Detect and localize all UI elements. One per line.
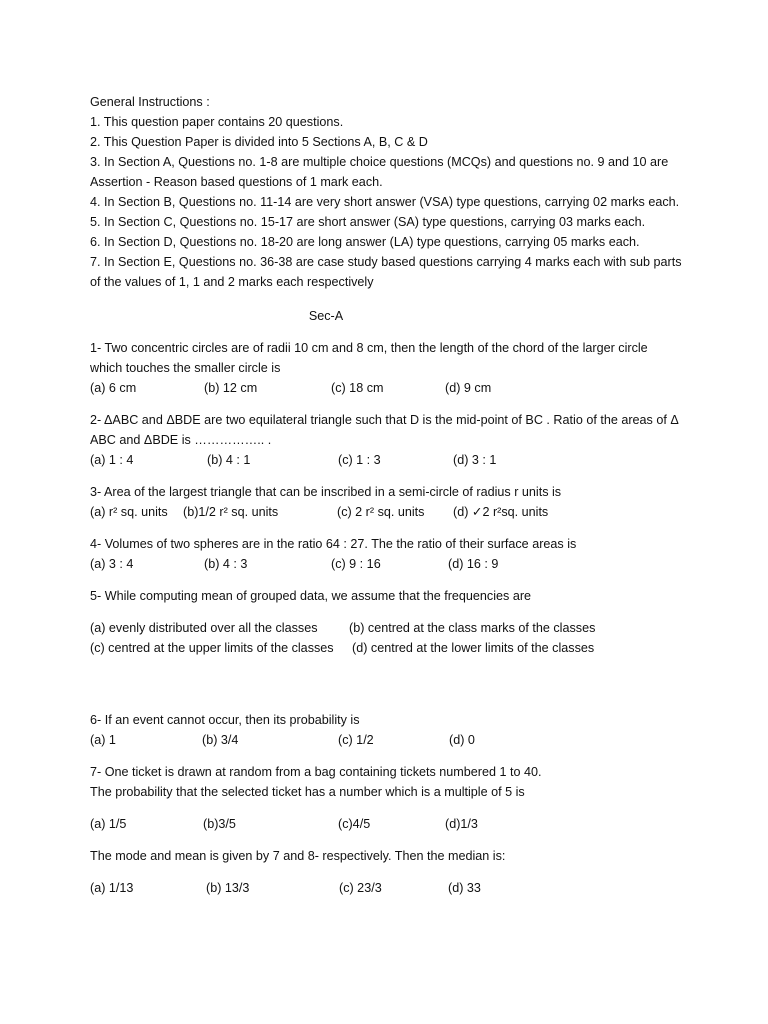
instruction-item: of the values of 1, 1 and 2 marks each respectively: [90, 275, 374, 289]
instruction-item: 5. In Section C, Questions no. 15-17 are short answer (SA) type questions, carrying 03 marks each.: [90, 215, 646, 229]
option-d: (d) 3 : 1: [453, 453, 497, 467]
option-c: (c) 2 r² sq. units: [337, 505, 425, 519]
option-a: (a) 3 : 4: [90, 557, 134, 571]
options-row: [90, 638, 690, 658]
question-6: [90, 710, 690, 750]
question-paper: [90, 92, 690, 898]
option-d: (d) centred at the lower limits of the classes: [352, 641, 595, 655]
question-3: [90, 482, 690, 522]
section-title: Sec-A: [308, 309, 344, 323]
option-d: (d) 33: [448, 881, 481, 895]
options-row: [90, 878, 690, 898]
spacer: [90, 658, 690, 698]
option-c: (c) 9 : 16: [331, 557, 381, 571]
options-row: [90, 730, 690, 750]
question-4: [90, 534, 690, 574]
instruction-item: 3. In Section A, Questions no. 1-8 are multiple choice questions (MCQs) and questions no. 9 and 10 are: [90, 155, 669, 169]
question-text: 2- ΔABC and ΔBDE are two equilateral triangle such that D is the mid-point of BC . Ratio of the areas of Δ: [90, 413, 679, 427]
question-1: [90, 338, 690, 398]
options-row: [90, 450, 690, 470]
question-text: which touches the smaller circle is: [90, 361, 281, 375]
question-text: 1- Two concentric circles are of radii 10 cm and 8 cm, then the length of the chord of the larger circle: [90, 341, 648, 355]
question-text: 4- Volumes of two spheres are in the ratio 64 : 27. The the ratio of their surface areas is: [90, 537, 577, 551]
question-text: 7- One ticket is drawn at random from a bag containing tickets numbered 1 to 40.: [90, 765, 542, 779]
option-c: (c) 1 : 3: [338, 453, 381, 467]
option-b: (b)3/5: [203, 817, 236, 831]
option-c: (c) centred at the upper limits of the classes: [90, 641, 334, 655]
question-2: [90, 410, 690, 470]
option-c: (c) 23/3: [339, 881, 382, 895]
options-row: [90, 814, 690, 834]
question-text: The mode and mean is given by 7 and 8- respectively. Then the median is:: [90, 849, 506, 863]
instruction-item: 7. In Section E, Questions no. 36-38 are case study based questions carrying 4 marks each with sub parts: [90, 255, 682, 269]
question-7: [90, 762, 690, 834]
question-text: 6- If an event cannot occur, then its probability is: [90, 713, 360, 727]
option-a: (a) 1 : 4: [90, 453, 134, 467]
option-b: (b) 3/4: [202, 733, 239, 747]
instruction-item: Assertion - Reason based questions of 1 mark each.: [90, 175, 383, 189]
option-a: (a) 1: [90, 733, 116, 747]
option-a: (a) evenly distributed over all the classes: [90, 621, 318, 635]
option-c: (c) 18 cm: [331, 381, 384, 395]
option-b: (b) 13/3: [206, 881, 250, 895]
option-d: (d) 16 : 9: [448, 557, 499, 571]
instruction-item: 1. This question paper contains 20 questions.: [90, 115, 344, 129]
option-b: (b) centred at the class marks of the classes: [349, 621, 596, 635]
option-b: (b) 12 cm: [204, 381, 258, 395]
instruction-item: 6. In Section D, Questions no. 18-20 are long answer (LA) type questions, carrying 05 marks each.: [90, 235, 640, 249]
option-d: (d) 9 cm: [445, 381, 492, 395]
question-8: [90, 846, 690, 898]
option-b: (b) 4 : 3: [204, 557, 248, 571]
question-text: 5- While computing mean of grouped data, we assume that the frequencies are: [90, 589, 532, 603]
option-b: (b) 4 : 1: [207, 453, 251, 467]
option-a: (a) 1/5: [90, 817, 127, 831]
option-d: (d) 0: [449, 733, 475, 747]
options-row: [90, 378, 690, 398]
question-text: 3- Area of the largest triangle that can be inscribed in a semi-circle of radius r units is: [90, 485, 562, 499]
instruction-item: 4. In Section B, Questions no. 11-14 are very short answer (VSA) type questions, carrying 02 marks each.: [90, 195, 680, 209]
option-a: (a) 6 cm: [90, 381, 137, 395]
option-a: (a) r² sq. units: [90, 505, 168, 519]
question-text: ABC and ΔBDE is …………….. .: [90, 433, 272, 447]
instructions-heading: General Instructions :: [90, 95, 210, 109]
option-c: (c) 1/2: [338, 733, 374, 747]
option-c: (c)4/5: [338, 817, 371, 831]
options-row: [90, 502, 690, 522]
option-a: (a) 1/13: [90, 881, 134, 895]
question-5: [90, 586, 690, 658]
option-d: (d) ✓2 r²sq. units: [453, 505, 549, 519]
instruction-item: 2. This Question Paper is divided into 5 Sections A, B, C & D: [90, 135, 428, 149]
option-d: (d)1/3: [445, 817, 478, 831]
option-b: (b)1/2 r² sq. units: [183, 505, 279, 519]
options-row: [90, 618, 690, 638]
options-row: [90, 554, 690, 574]
question-text: The probability that the selected ticket has a number which is a multiple of 5 is: [90, 785, 525, 799]
general-instructions: [90, 92, 690, 292]
